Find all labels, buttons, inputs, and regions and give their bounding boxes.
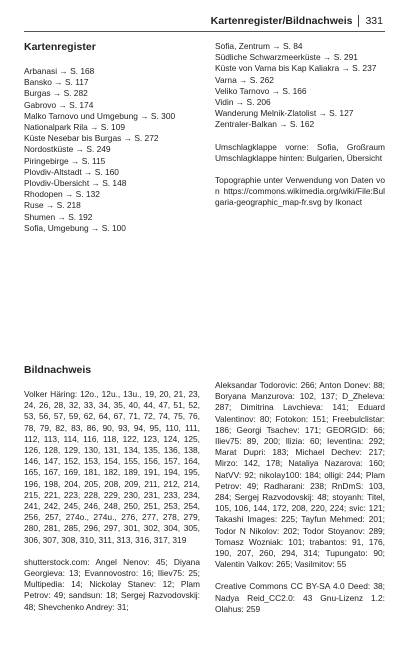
map-index-entry: Nationalpark Rila → S. 109 bbox=[24, 122, 126, 133]
map-index-entry: Veliko Tarnovo → S. 166 bbox=[215, 85, 307, 96]
map-index-entry: Burgas → S. 282 bbox=[24, 88, 88, 99]
map-index-entry: Varna → S. 262 bbox=[215, 74, 274, 85]
map-index-entry: Küste Nesebar bis Burgas → S. 272 bbox=[24, 133, 159, 144]
photo-credit-paragraph: Aleksandar Todorovic: 266; Anton Donev: 88; Boryana Manzurova: 102, 137; D_Zheleva: 287; Dimitrina Lavchieva: 141; Eduard Valentinov: 80; Fotokon: 151; Freebulclistar: 186; Georgi Tsachev: 171; GEORGID: 66; Iliev75: 89, 200; Ilizia: 60; Ieventina: 292; Marat Dupri: 183; Michael Dechev: 217; Mirzo: 142, 178; Nataliya Nazarova: 160; NatVV: 92; nikolay100: 184; olligi: 244; Plam Petrov: 49; Radharani: 238; RnDmS: 103, 284; Sergej Razvodovskij: 48; stoyanh: Titel, 105, 106, 144, 172, 208, 220, 224; svic: 121; Takashi Images: 225; Tayfun Mehmed: 201; Todor N Nikolov: 202; Todor Stoyanov: 289; Tomasz Wozniak: 101; trabantos: 91, 176, 190, 207, 260, 294, 314; Tupungato: 90; Valentin Valkov: 265; Vasilmitov: 55 bbox=[215, 380, 385, 570]
map-index-entry: Plovdiv-Altstadt → S. 160 bbox=[24, 166, 119, 177]
running-header bbox=[211, 14, 383, 28]
map-index-entry: Sofia, Zentrum → S. 84 bbox=[215, 41, 303, 51]
kartenregister-list-left bbox=[24, 66, 199, 234]
map-index-entry: Sofia, Umgebung → S. 100 bbox=[24, 222, 126, 233]
map-index-entry: Wanderung Melnik-Zlatolist → S. 127 bbox=[215, 108, 354, 119]
map-index-entry: Südliche Schwarzmeerküste → S. 291 bbox=[215, 52, 358, 63]
map-index-entry: Nordostküste → S. 249 bbox=[24, 144, 111, 155]
kartenregister-heading: Kartenregister bbox=[24, 41, 96, 53]
photo-credit-paragraph: Creative Commons CC BY-SA 4.0 Deed: 38; Nadya Reid_CC2.0: 43 Gnu-Lizenz 1.2: Olahus: 259 bbox=[215, 581, 385, 614]
map-index-entry: Plovdiv-Übersicht → S. 148 bbox=[24, 178, 127, 189]
running-header-title: Kartenregister/Bildnachweis bbox=[210, 15, 353, 27]
page-number: 331 bbox=[365, 15, 383, 27]
map-index-entry: Bansko → S. 117 bbox=[24, 77, 89, 88]
topography-credit: Topographie unter Verwendung von Daten von https://commons.wikimedia.org/wiki/File:Bulgaria-geographic_map-fr.svg by Ikonact bbox=[215, 175, 385, 208]
map-index-entry: Zentraler-Balkan → S. 162 bbox=[215, 119, 315, 130]
bildnachweis-left-column bbox=[24, 364, 200, 624]
bildnachweis-right-column bbox=[215, 380, 385, 626]
map-index-entry: Arbanasi → S. 168 bbox=[24, 66, 95, 76]
photo-credit-paragraph: Volker Häring: 12o., 12u., 13u., 19, 20, 21, 23, 24, 26, 28, 32, 33, 34, 35, 40, 44, 47, 51, 52, 53, 56, 57, 59, 62, 64, 67, 71, 72, 74, 75, 76, 78, 79, 82, 83, 86, 90, 93, 94, 95, 110, 111, 112, 113, 114, 116, 118, 122, 123, 124, 125, 126, 128, 129, 130, 131, 134, 135, 136, 138, 146, 147, 152, 153, 154, 155, 156, 157, 164, 165, 167, 169, 181, 182, 189, 191, 194, 195, 196, 198, 204, 205, 208, 209, 211, 212, 214, 215, 221, 223, 228, 229, 230, 231, 233, 234, 241, 242, 245, 246, 248, 250, 251, 253, 254, 256, 257, 274o., 274u., 276, 277, 278, 279, 280, 281, 285, 296, 297, 301, 302, 304, 305, 306, 307, 308, 310, 311, 313, 316, 317, 319 bbox=[24, 389, 200, 545]
map-index-entry: Gabrovo → S. 174 bbox=[24, 99, 94, 110]
header-rule bbox=[24, 31, 385, 32]
map-index-entry: Piringebirge → S. 115 bbox=[24, 155, 106, 166]
map-index-entry: Ruse → S. 218 bbox=[24, 200, 81, 211]
map-index-entry: Rhodopen → S. 132 bbox=[24, 189, 100, 200]
kartenregister-list-right bbox=[215, 41, 385, 131]
kartenregister-left-column bbox=[24, 41, 199, 234]
header-separator bbox=[358, 15, 359, 27]
cover-flap-note: Umschlagklappe vorne: Sofia, Großraum Umschlagklappe hinten: Bulgarien, Übersicht bbox=[215, 141, 385, 163]
map-index-entry: Malko Tarnovo und Umgebung → S. 300 bbox=[24, 110, 176, 121]
map-index-entry: Küste von Varna bis Kap Kaliakra → S. 237 bbox=[215, 63, 377, 74]
photo-credit-paragraph: shutterstock.com: Angel Nenov: 45; Diyana Georgieva: 13; Evannovostro: 16; Iliev75: 25; Multipedia: 14; Nickolay Stanev: 12; Plam Petrov: 49; sandsun: 18; Sergej Razvodovskij: 48; Shevchenko Andrey: 31; bbox=[24, 556, 200, 612]
kartenregister-right-column bbox=[215, 41, 385, 220]
bildnachweis-heading: Bildnachweis bbox=[24, 364, 92, 376]
map-index-entry: Shumen → S. 192 bbox=[24, 211, 93, 222]
map-index-entry: Vidin → S. 206 bbox=[215, 97, 271, 108]
